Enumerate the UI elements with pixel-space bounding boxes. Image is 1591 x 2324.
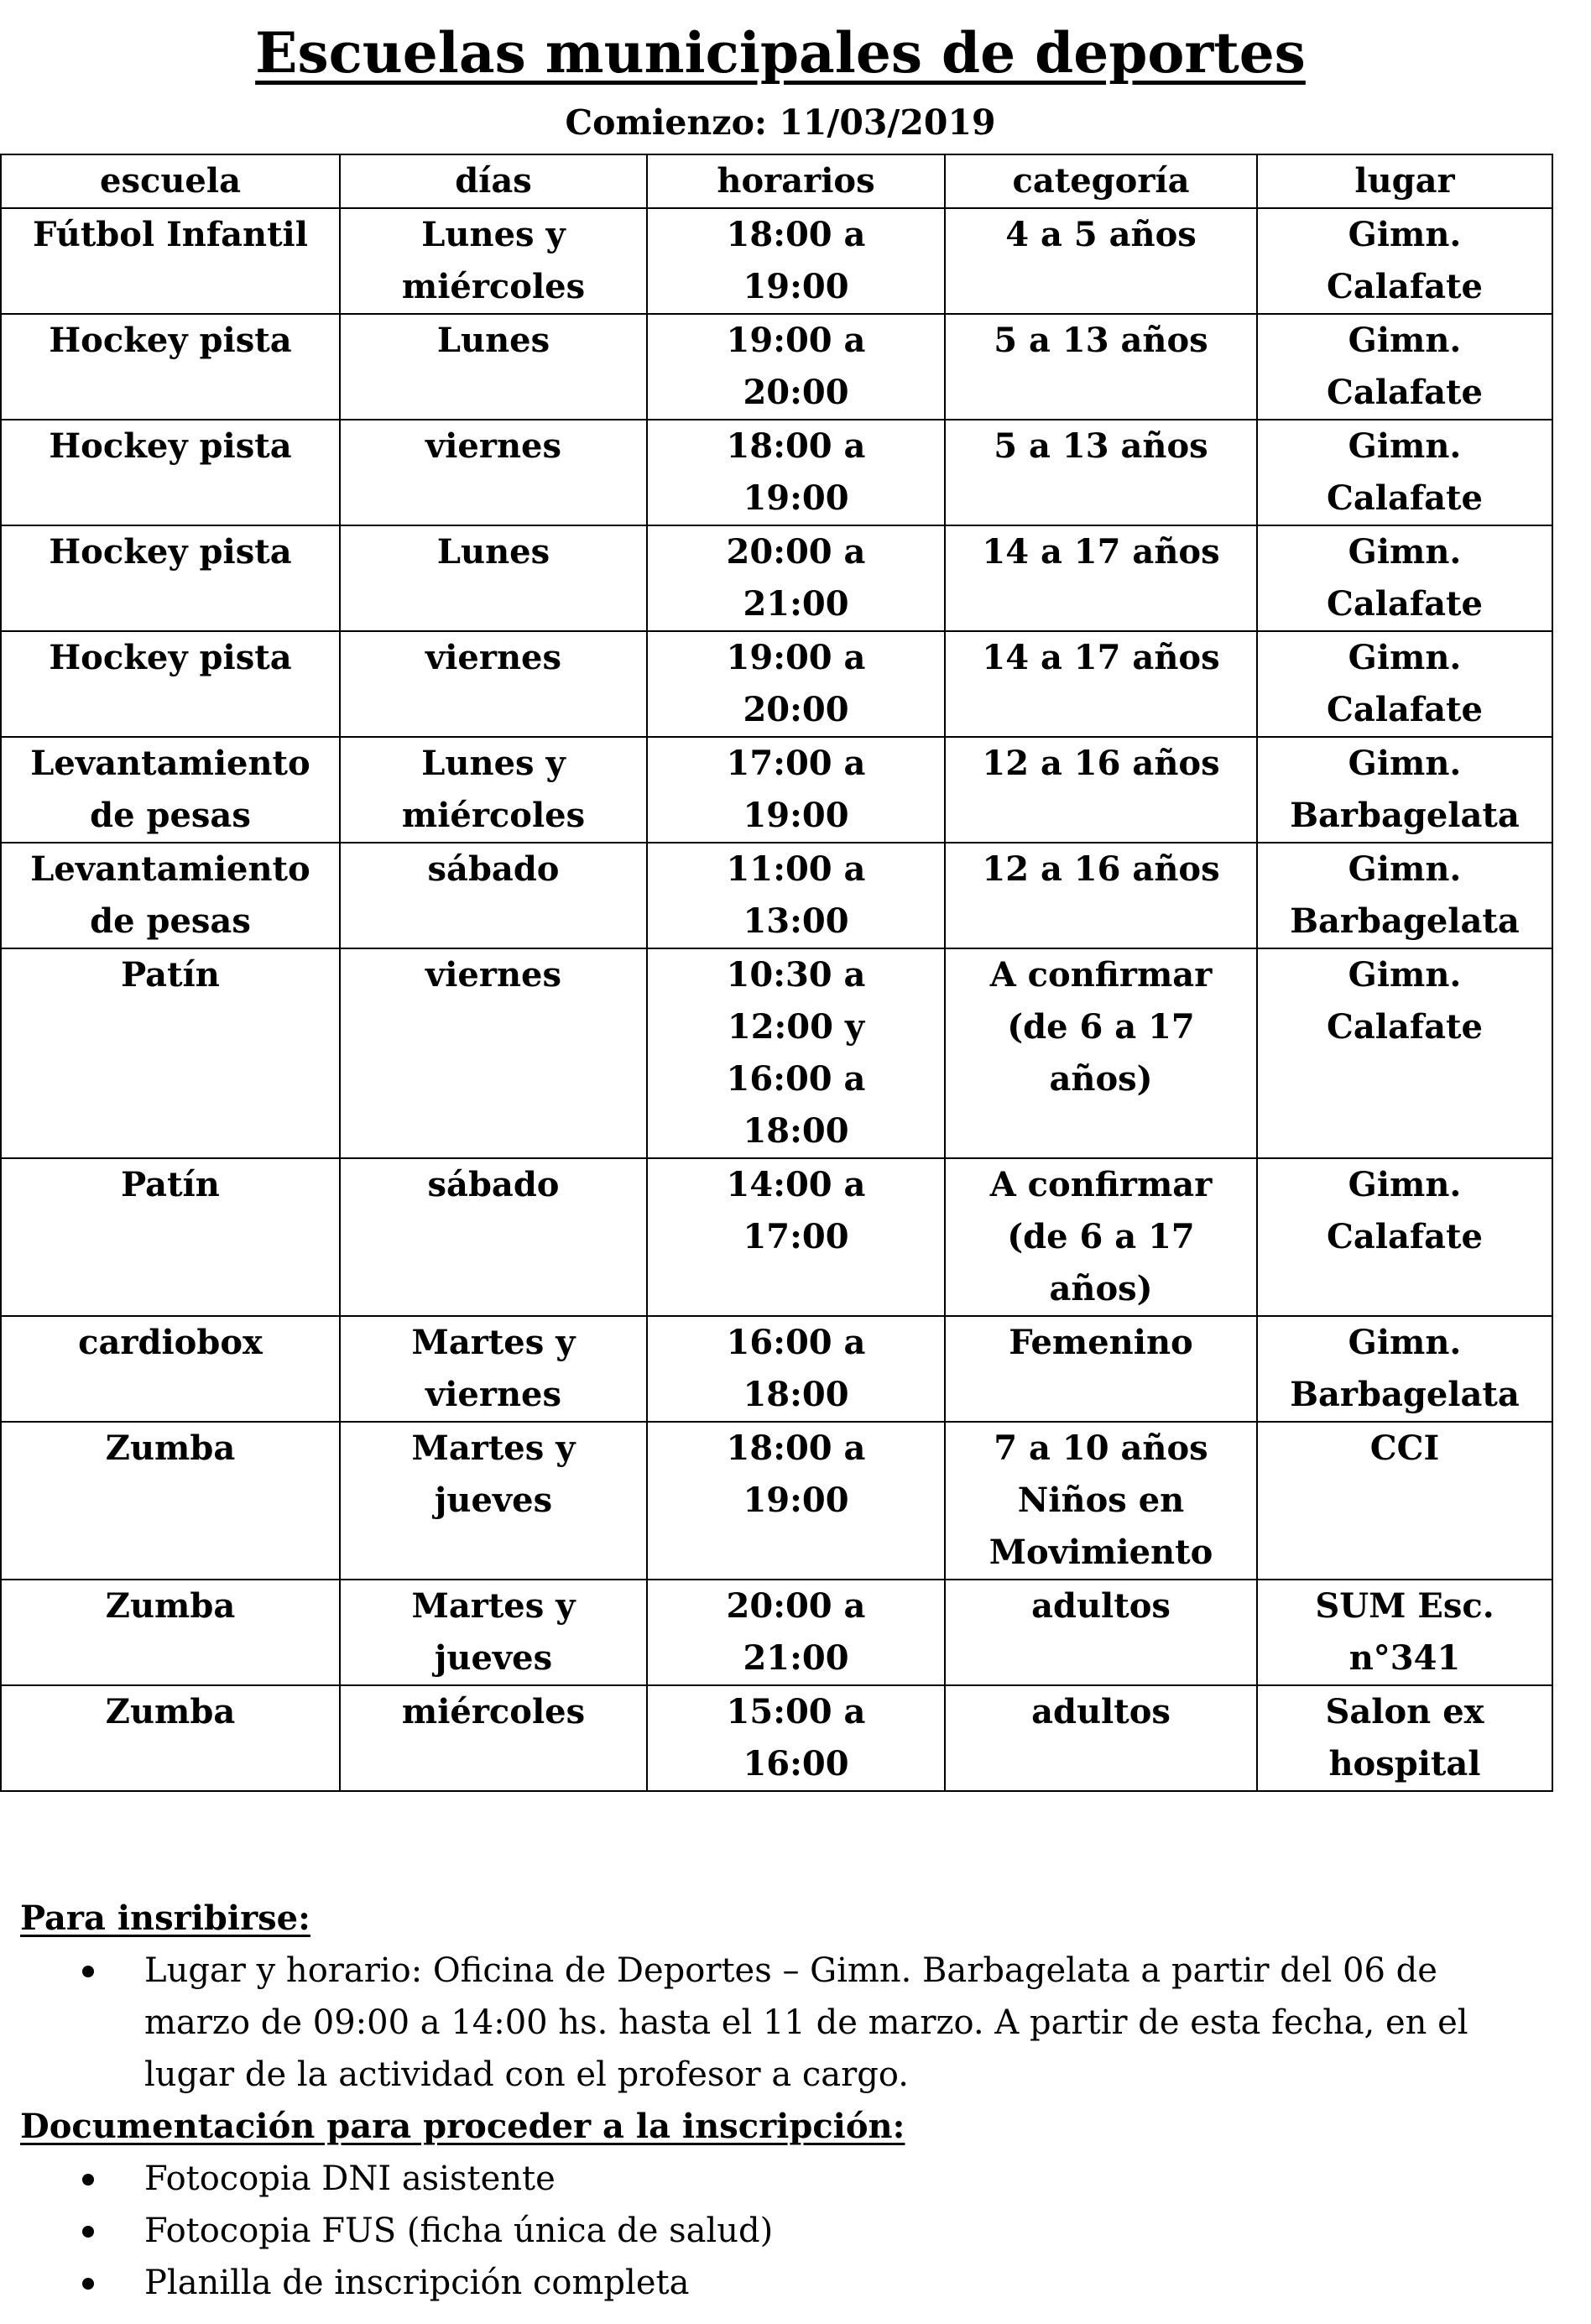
table-row <box>1 631 1552 737</box>
cell-escuela: Patín <box>1 948 340 1158</box>
column-header-lugar: lugar <box>1257 154 1552 208</box>
cell-categoria: A confirmar (de 6 a 17 años) <box>945 1158 1257 1316</box>
cell-escuela: Zumba <box>1 1422 340 1580</box>
cell-escuela: Hockey pista <box>1 525 340 631</box>
cell-lugar: Gimn. Calafate <box>1257 314 1552 420</box>
column-header-dias: días <box>340 154 647 208</box>
bullet-icon <box>82 1966 94 1977</box>
cell-dias: Lunes y miércoles <box>340 208 647 314</box>
cell-lugar: Gimn. Barbagelata <box>1257 1316 1552 1422</box>
cell-dias: viernes <box>340 420 647 525</box>
table-row <box>1 843 1552 948</box>
cell-lugar: Gimn. Barbagelata <box>1257 737 1552 843</box>
table-row <box>1 1316 1552 1422</box>
cell-horarios: 16:00 a 18:00 <box>647 1316 945 1422</box>
cell-categoria: 14 a 17 años <box>945 631 1257 737</box>
cell-dias: sábado <box>340 1158 647 1316</box>
cell-lugar: Salon ex hospital <box>1257 1685 1552 1791</box>
cell-categoria: 5 a 13 años <box>945 420 1257 525</box>
list-item <box>144 1945 1547 2101</box>
table-row <box>1 525 1552 631</box>
cell-horarios: 11:00 a 13:00 <box>647 843 945 948</box>
cell-escuela: Fútbol Infantil <box>1 208 340 314</box>
cell-dias: Martes y jueves <box>340 1580 647 1685</box>
cell-horarios: 20:00 a 21:00 <box>647 1580 945 1685</box>
table-row <box>1 314 1552 420</box>
cell-horarios: 18:00 a 19:00 <box>647 420 945 525</box>
cell-lugar: Gimn. Calafate <box>1257 208 1552 314</box>
table-row <box>1 1158 1552 1316</box>
cell-horarios: 19:00 a 20:00 <box>647 631 945 737</box>
list-item <box>144 2257 1547 2309</box>
cell-categoria: 7 a 10 años Niños en Movimiento <box>945 1422 1257 1580</box>
inscription-list <box>20 1945 1547 2101</box>
cell-horarios: 18:00 a 19:00 <box>647 208 945 314</box>
cell-categoria: 14 a 17 años <box>945 525 1257 631</box>
cell-lugar: Gimn. Calafate <box>1257 1158 1552 1316</box>
cell-horarios: 15:00 a 16:00 <box>647 1685 945 1791</box>
cell-lugar: Gimn. Calafate <box>1257 948 1552 1158</box>
column-header-categoria: categoría <box>945 154 1257 208</box>
cell-dias: Lunes <box>340 525 647 631</box>
cell-escuela: Zumba <box>1 1685 340 1791</box>
table-row <box>1 1580 1552 1685</box>
cell-escuela: Hockey pista <box>1 631 340 737</box>
cell-escuela: Hockey pista <box>1 314 340 420</box>
cell-lugar: Gimn. Calafate <box>1257 420 1552 525</box>
start-date: Comienzo: 11/03/2019 <box>565 102 996 143</box>
inscription-item-text: Lugar y horario: Oficina de Deportes – Gimn. Barbagelata a partir del 06 de marzo de 09:00 a 14:00 hs. hasta el 11 de marzo. A partir de esta fecha, en el lugar de la actividad con el profesor a cargo. <box>144 1951 1468 2094</box>
bullet-icon <box>82 2226 94 2238</box>
cell-categoria: 12 a 16 años <box>945 737 1257 843</box>
documentation-item-text: Planilla de inscripción completa <box>144 2264 690 2302</box>
table-row <box>1 1422 1552 1580</box>
table-header-row <box>1 154 1552 208</box>
list-item <box>144 2153 1547 2205</box>
cell-horarios: 20:00 a 21:00 <box>647 525 945 631</box>
bullet-icon <box>82 2174 94 2186</box>
inscription-section <box>20 1893 1547 2309</box>
table-row <box>1 420 1552 525</box>
cell-horarios: 18:00 a 19:00 <box>647 1422 945 1580</box>
list-item <box>144 2205 1547 2257</box>
cell-escuela: Levantamiento de pesas <box>1 843 340 948</box>
documentation-heading: Documentación para proceder a la inscripción: <box>20 2107 905 2146</box>
cell-lugar: Gimn. Barbagelata <box>1257 843 1552 948</box>
cell-categoria: 5 a 13 años <box>945 314 1257 420</box>
table-row <box>1 1685 1552 1791</box>
inscription-heading: Para insribirse: <box>20 1898 310 1938</box>
cell-categoria: adultos <box>945 1580 1257 1685</box>
cell-categoria: 12 a 16 años <box>945 843 1257 948</box>
cell-escuela: Levantamiento de pesas <box>1 737 340 843</box>
table-row <box>1 948 1552 1158</box>
cell-categoria: 4 a 5 años <box>945 208 1257 314</box>
cell-dias: miércoles <box>340 1685 647 1791</box>
cell-dias: Lunes <box>340 314 647 420</box>
cell-horarios: 14:00 a 17:00 <box>647 1158 945 1316</box>
cell-categoria: Femenino <box>945 1316 1257 1422</box>
cell-escuela: Patín <box>1 1158 340 1316</box>
cell-horarios: 10:30 a 12:00 y 16:00 a 18:00 <box>647 948 945 1158</box>
documentation-item-text: Fotocopia DNI asistente <box>144 2159 556 2198</box>
documentation-item-text: Fotocopia FUS (ficha única de salud) <box>144 2212 774 2250</box>
cell-dias: viernes <box>340 631 647 737</box>
table-row <box>1 737 1552 843</box>
column-header-escuela: escuela <box>1 154 340 208</box>
documentation-list <box>20 2153 1547 2309</box>
cell-escuela: Zumba <box>1 1580 340 1685</box>
cell-dias: Martes y viernes <box>340 1316 647 1422</box>
cell-lugar: Gimn. Calafate <box>1257 631 1552 737</box>
table-row <box>1 208 1552 314</box>
cell-categoria: A confirmar (de 6 a 17 años) <box>945 948 1257 1158</box>
cell-dias: Lunes y miércoles <box>340 737 647 843</box>
cell-dias: Martes y jueves <box>340 1422 647 1580</box>
cell-dias: sábado <box>340 843 647 948</box>
cell-lugar: SUM Esc. n°341 <box>1257 1580 1552 1685</box>
page-title: Escuelas municipales de deportes <box>255 20 1306 86</box>
cell-lugar: Gimn. Calafate <box>1257 525 1552 631</box>
cell-categoria: adultos <box>945 1685 1257 1791</box>
cell-dias: viernes <box>340 948 647 1158</box>
cell-escuela: Hockey pista <box>1 420 340 525</box>
cell-horarios: 17:00 a 19:00 <box>647 737 945 843</box>
cell-horarios: 19:00 a 20:00 <box>647 314 945 420</box>
cell-lugar: CCI <box>1257 1422 1552 1580</box>
schedule-table <box>0 154 1553 1792</box>
bullet-icon <box>82 2278 94 2290</box>
column-header-horarios: horarios <box>647 154 945 208</box>
cell-escuela: cardiobox <box>1 1316 340 1422</box>
